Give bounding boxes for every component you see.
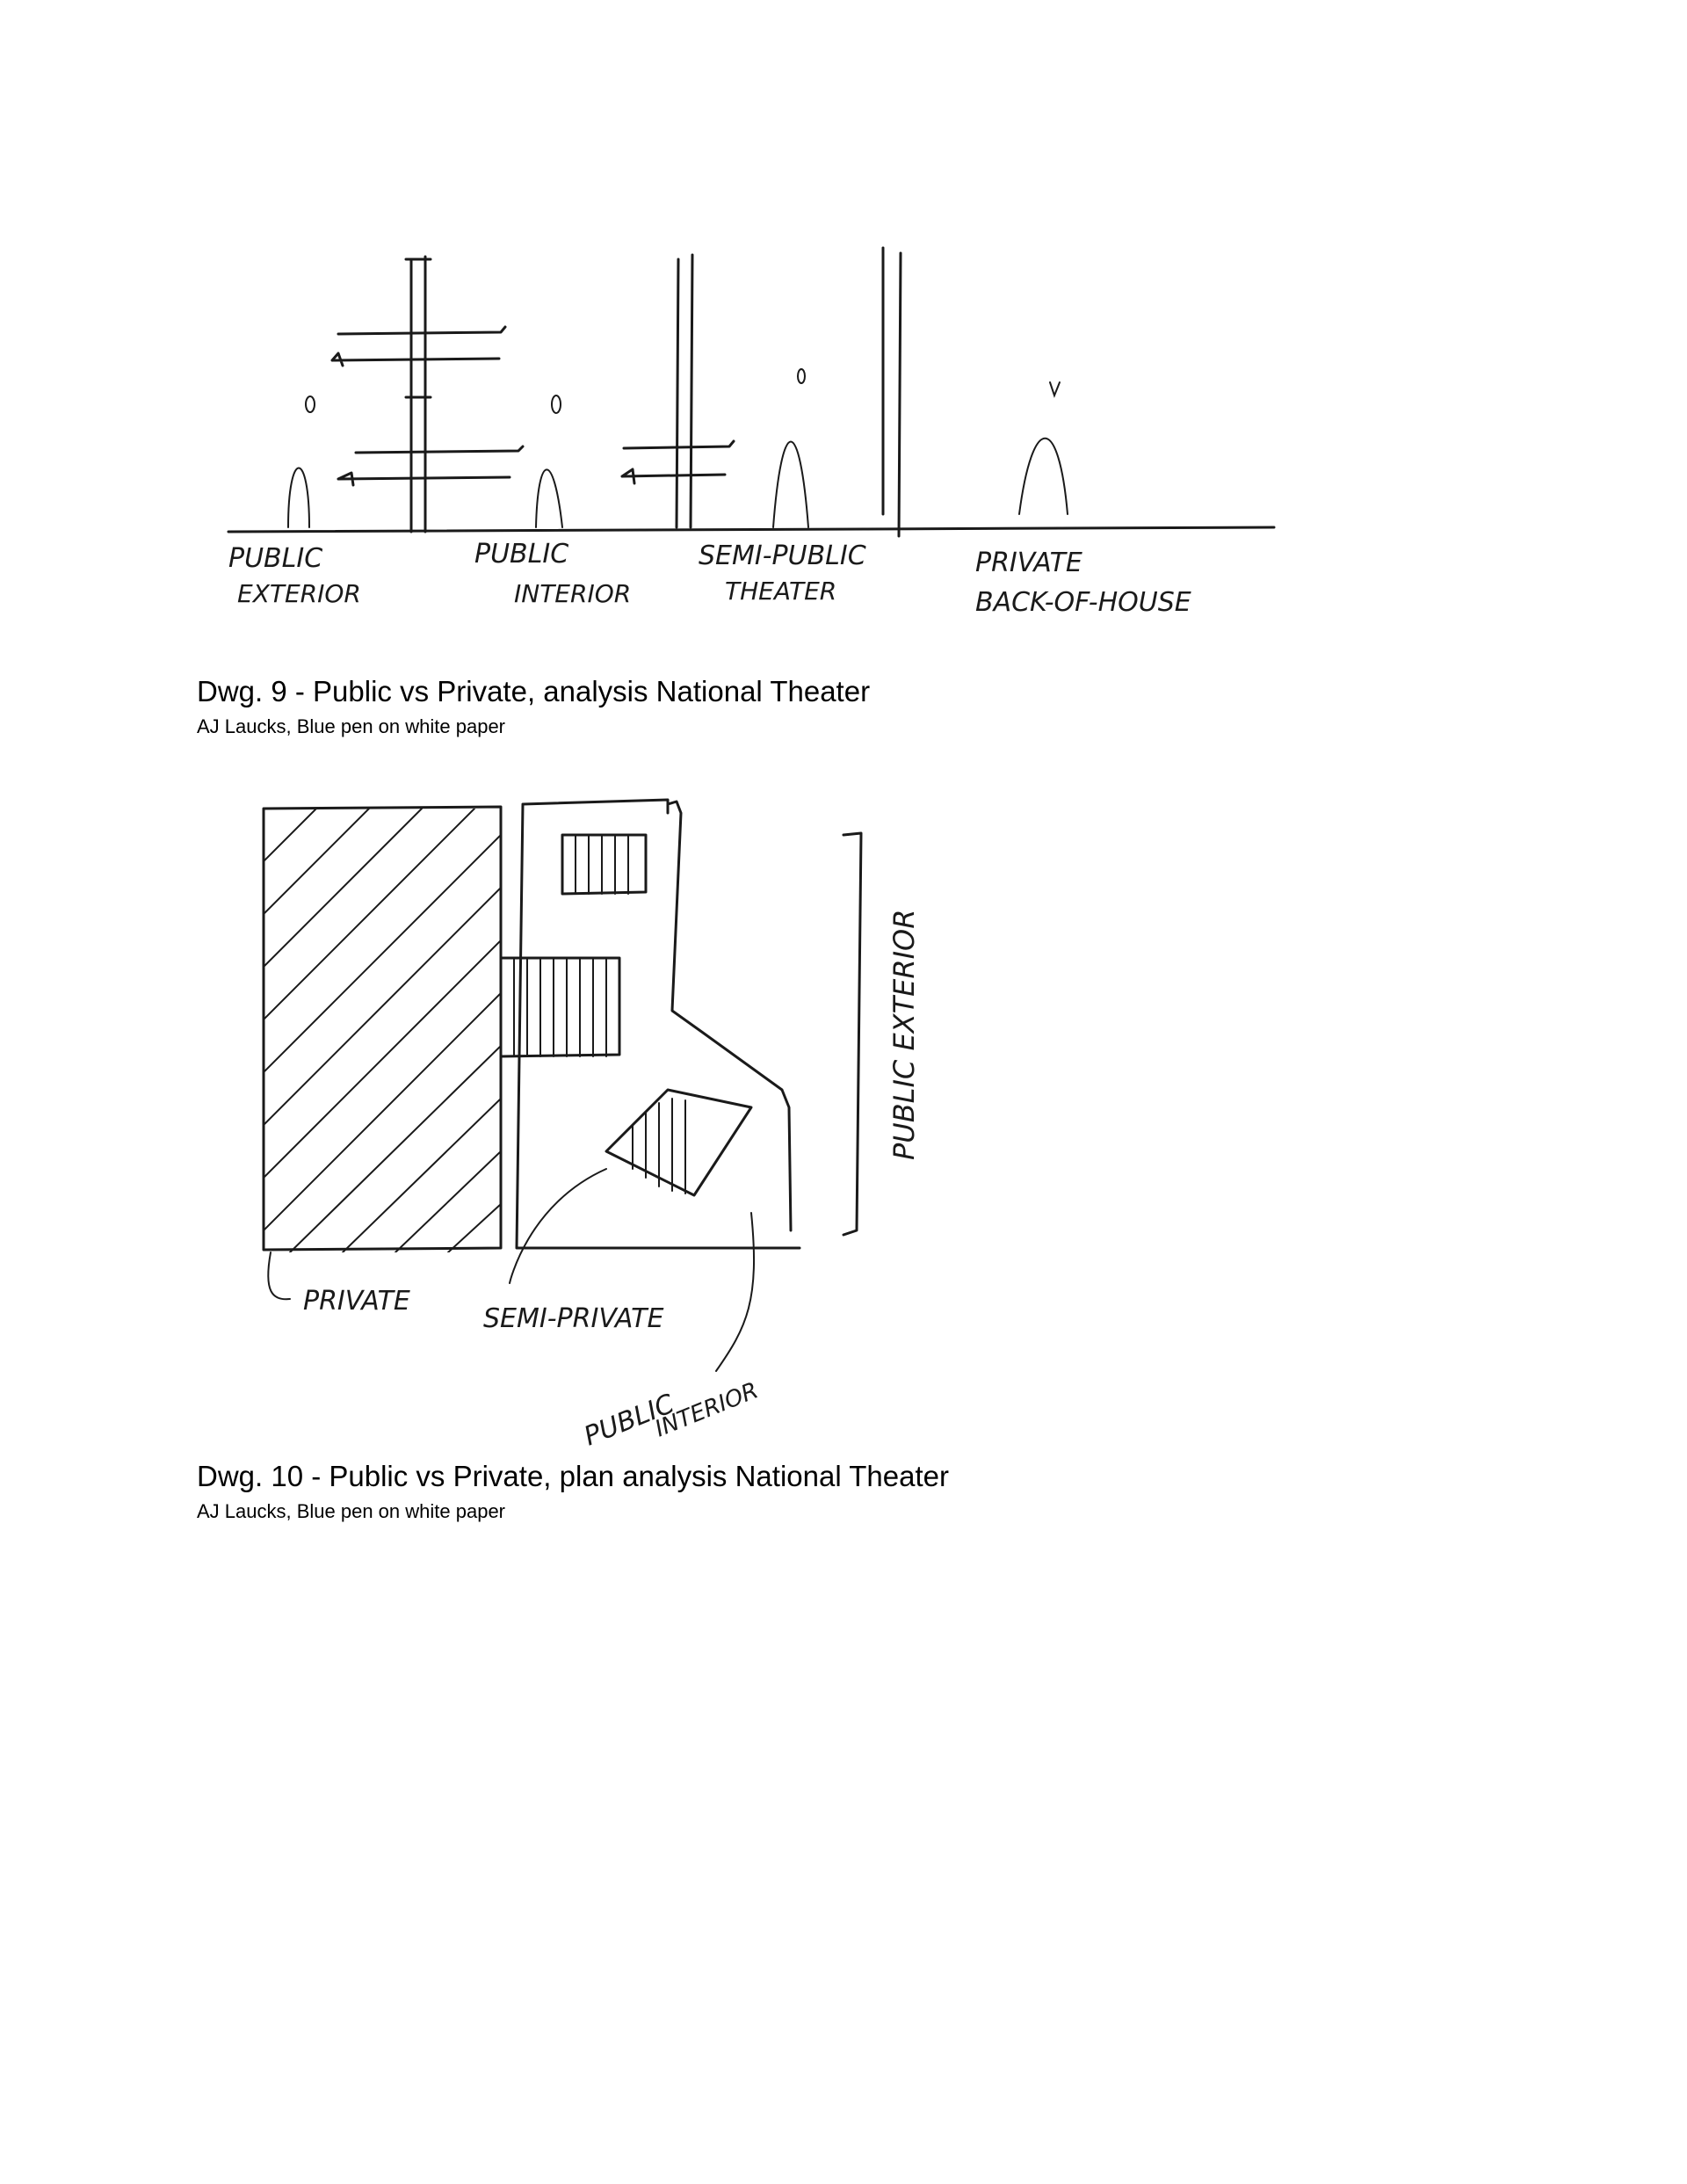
label-public-exterior: PUBLIC EXTERIOR <box>887 909 921 1160</box>
drawing-10-title: Dwg. 10 - Public vs Private, plan analysis National Theater <box>197 1460 949 1492</box>
figure-public-exterior <box>288 468 309 528</box>
wall-theater-backstage <box>883 248 901 536</box>
drawing-10-credit: AJ Laucks, Blue pen on white paper <box>197 1500 506 1522</box>
figure-head <box>1050 382 1060 395</box>
figure-semi-public <box>773 442 808 528</box>
figure-private <box>1019 439 1068 514</box>
flow-arrows-upper <box>332 327 505 366</box>
label-public-interior-2: INTERIOR <box>651 1377 763 1443</box>
drawing-9-credit: AJ Laucks, Blue pen on white paper <box>197 715 506 737</box>
bracket-public-exterior <box>844 833 861 1235</box>
wall-exterior-interior <box>406 257 431 532</box>
label-public-exterior-2: EXTERIOR <box>237 579 361 608</box>
drawing-9-sketch <box>211 237 1318 633</box>
label-public-exterior-1: PUBLIC <box>228 543 323 574</box>
figure-public-interior <box>536 469 562 527</box>
flow-arrows-lower <box>338 446 523 485</box>
label-private-1: PRIVATE <box>975 548 1082 578</box>
leader-semi-private <box>510 1169 606 1283</box>
wall-interior-theater <box>677 255 692 527</box>
semi-private-zone <box>606 1090 751 1195</box>
private-hatch <box>264 809 501 1252</box>
drawing-10-sketch <box>237 791 975 1459</box>
label-public-interior-2: INTERIOR <box>514 579 632 608</box>
ground-line <box>228 527 1274 532</box>
drawing-9-title: Dwg. 9 - Public vs Private, analysis National Theater <box>197 675 871 707</box>
label-private: PRIVATE <box>303 1286 410 1317</box>
label-semi-public-2: THEATER <box>725 577 837 606</box>
label-public-interior-1: PUBLIC <box>474 539 569 570</box>
figure-head <box>552 395 561 413</box>
leader-public-interior <box>716 1213 754 1371</box>
label-semi-public-1: SEMI-PUBLIC <box>699 541 866 571</box>
leader-private <box>268 1252 290 1299</box>
label-public-interior-1: PUBLIC <box>579 1388 679 1453</box>
figure-head <box>306 396 315 412</box>
label-private-2: BACK-OF-HOUSE <box>975 587 1191 618</box>
figure-head <box>798 369 805 383</box>
label-semi-private: SEMI-PRIVATE <box>483 1303 664 1334</box>
